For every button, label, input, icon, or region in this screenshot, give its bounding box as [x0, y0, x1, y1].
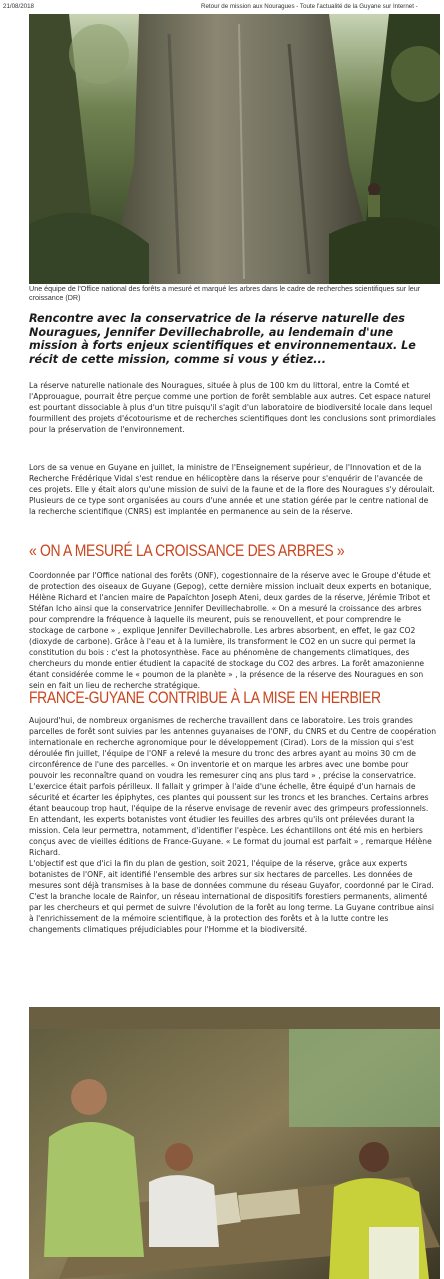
paragraph-climbing: L'exercice était parfois périlleux. Il fallait y grimper à l'aide d'une échelle, être équipé d'un harnais de sécurité et écarter les épiphytes, ces plantes qui poussent sur les troncs et les branches. Certains arbres étant beaucoup trop haut, l'équipe de la réserve envisage de revenir avec des grimpeurs professionnels. En attendant, les experts botanistes vont étudier les feuilles des arbres qu'ils ont prélevées durant la mission. Cela leur permettra, notamment, d'identifier l'espèce. Les échantillons ont été mis en herbiers conçus avec de vieilles éditions de France-Guyane. « Le format du journal est parfait » , remarque Hélène Richard.: [29, 782, 432, 857]
photo-caption: Une équipe de l'Office national des forêts a mesuré et marqué les arbres dans le cadre de recherches scientifiques sur leur croissance (DR): [29, 284, 421, 302]
herbier-section-body: [29, 715, 437, 935]
section-heading-croissance: « ON A MESURÉ LA CROISSANCE DES ARBRES »: [29, 541, 345, 560]
paragraph-research-orgs: Aujourd'hui, de nombreux organismes de recherche travaillent dans ce laboratoire. Les trois grandes parcelles de forêt sont suivies par les antennes guyanaises de l'ONF, du CNRS et du Centre de coopération internationale en recherche agronomique pour le développement (Cirad). Lors de la mission qui s'est déroulée fin juillet, l'équipe de l'ONF a relevé la mesure du tronc des arbres ayant au moins 30 cm de circonférence de l'une des parcelles. « On inventorie et on marque les arbres avec une bombe pour pouvoir les reconnaître quand on voudra les remesurer cinq ans plus tard » , précise la conservatrice.: [29, 716, 437, 780]
print-title: Retour de mission aux Nouragues - Toute l'actualité de la Guyane sur Internet -: [201, 3, 418, 10]
paragraph-minister-visit: Lors de sa venue en Guyane en juillet, la ministre de l'Enseignement supérieur, de l'Innovation et de la Recherche Frédérique Vidal s'est rendue en hélicoptère dans la réserve pour s'enquérir de l'avancée de ces projets. Elle y était alors qu'une mission de suivi de la faune et de la flore des Nouragues s'y déroulait. Plusieurs de ce type sont organisées au cours d'une année et une station gérée par le centre national de la recherche scientifique (CNRS) est implantée en permanence au sein de la réserve.: [29, 463, 435, 516]
paragraph-objective: L'objectif est que d'ici la fin du plan de gestion, soit 2021, l'équipe de la réserve, grâce aux experts botanistes de l'ONF, ait identifié l'ensemble des arbres sur six hectares de parcelles. Les données de mesures sont déjà transmises à la base de données commune du réseau Guyafor, coordonné par le Cirad. C'est la branche locale de Rainfor, un réseau international de dispositifs forestiers permanents, alimenté par les chercheurs et qui permet de suivre l'évolution de la forêt au long terme. La Guyane contribue ainsi à l'enrichissement de la mémoire scientifique, à la protection des forêts et à la lutte contre les changements climatiques préjudiciables pour l'Homme et la biodiversité.: [29, 859, 434, 934]
print-header: [0, 0, 444, 14]
article-lead: Rencontre avec la conservatrice de la réserve naturelle des Nouragues, Jennifer Devillechabrolle, au lendemain d'une mission à forts enjeux scientifiques et environnementaux. Le récit de cette mission, comme si vous y étiez...: [29, 312, 416, 366]
paragraph-intro: La réserve naturelle nationale des Nouragues, située à plus de 100 km du littoral, entre la Comté et l'Approuague, pourrait être perçue comme une portion de forêt semblable aux autres. Cet espace naturel est pourtant dissociable à plus d'un titre puisqu'il s'agit d'un laboratoire de biodiversité locale dans lequel fourmillent des projets d'écotourisme et de recherches scientifiques dont les conclusions sont primordiales pour la préservation de l'environnement.: [29, 381, 436, 434]
paragraph-mission: Coordonnée par l'Office national des forêts (ONF), cogestionnaire de la réserve avec le Groupe d'étude et de protection des oiseaux de Guyane (Gepog), cette dernière mission incluait deux experts en botanique, Hélène Richard et l'ancien maire de Papaïchton Joseph Ateni, deux gardes de la réserve, Jérémie Tribot et Stéfan Icho ainsi que la conservatrice Jennifer Devillechabrolle. « On a mesuré la croissance des arbres pour comprendre la fréquence à laquelle ils meurent, puis se renouvellent, et pour comprendre le stockage de carbone » , explique Jennifer Devillechabrolle. Les arbres absorbent, en effet, le gaz CO2 (dioxyde de carbone). Grâce à l'eau et à la lumière, ils transforment le CO2 en un sucre qui permet la constitution du bois : c'est la photosynthèse. Face au phénomène de changements climatiques, des chercheurs du monde entier étudient la capacité de stockage du CO2 des arbres. La forêt amazonienne étant considérée comme le « poumon de la planète » , la présence de la réserve des Nouragues en son sein en fait un lieu de recherche stratégique.: [29, 571, 432, 690]
forest-tree-photo: [29, 14, 440, 284]
print-date: 21/08/2018: [3, 3, 34, 10]
botanists-herbarium-photo: [29, 1007, 440, 1279]
section-heading-herbier: FRANCE-GUYANE CONTRIBUE À LA MISE EN HERBIER: [29, 688, 381, 707]
